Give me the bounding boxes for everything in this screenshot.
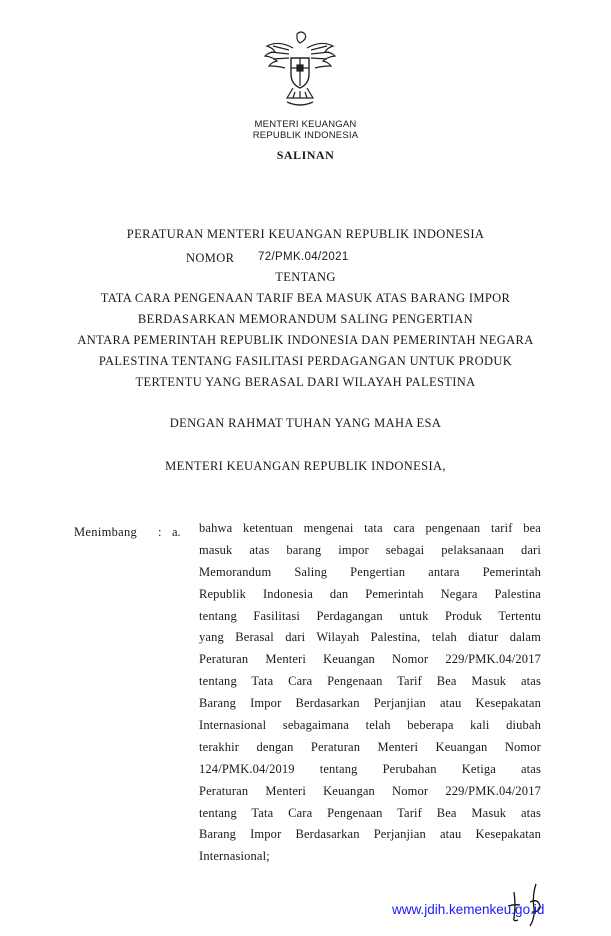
considering-paragraph (199, 518, 541, 868)
issuer: MENTERI KEUANGAN REPUBLIK INDONESIA, (165, 459, 446, 473)
paragraph-line: yang Berasal dari Wilayah Palestina, telah diatur dalam (199, 630, 541, 645)
paragraph-line: Barang Impor Berdasarkan Perjanjian atau Kesepakatan (199, 827, 541, 842)
paragraph-line: bahwa ketentuan mengenai tata cara pengenaan tarif bea (199, 521, 541, 535)
considering-colon: : (158, 525, 162, 539)
considering-label: Menimbang (74, 525, 138, 539)
ministry-title-line1: MENTERI KEUANGAN (254, 119, 357, 130)
paragraph-line: Republik Indonesia dan Pemerintah Negara Palestina (199, 586, 541, 601)
paragraph-line: tentang Fasilitasi Perdagangan untuk Produk Tertentu (199, 608, 541, 623)
about-label: TENTANG (275, 270, 336, 284)
number-value: 72/PMK.04/2021 (258, 251, 349, 263)
paragraph-line: Memorandum Saling Pengertian antara Pemerintah (199, 564, 541, 579)
subject-line: PALESTINA TENTANG FASILITASI PERDAGANGAN UNTUK PRODUK (98, 354, 513, 368)
garuda-emblem-icon (259, 28, 341, 110)
paragraph-line: Internasional; (199, 849, 270, 864)
paragraph-line: Peraturan Menteri Keuangan Nomor 229/PMK.04/2017 (199, 652, 541, 667)
jdih-website-link[interactable]: www.jdih.kemenkeu.go.id (392, 902, 545, 917)
paragraph-line: terakhir dengan Peraturan Menteri Keuangan Nomor (199, 739, 541, 754)
paragraph-line: masuk atas barang impor sebagai pelaksanaan dari (199, 542, 541, 557)
paragraph-line: Internasional sebagaimana telah beberapa kali diubah (199, 718, 541, 733)
subject-line: TERTENTU YANG BERASAL DARI WILAYAH PALESTINA (135, 375, 476, 389)
subject-line: BERDASARKAN MEMORANDUM SALING PENGERTIAN (137, 312, 474, 326)
invocation: DENGAN RAHMAT TUHAN YANG MAHA ESA (169, 416, 442, 430)
paragraph-line: Barang Impor Berdasarkan Perjanjian atau Kesepakatan (199, 696, 541, 711)
copy-label: SALINAN (276, 148, 335, 162)
paragraph-line: tentang Tata Cara Pengenaan Tarif Bea Masuk atas (199, 805, 541, 820)
paragraph-line: Peraturan Menteri Keuangan Nomor 229/PMK.04/2017 (199, 783, 541, 798)
item-letter: a. (172, 525, 181, 539)
ministry-title-line2: REPUBLIK INDONESIA (252, 130, 359, 141)
number-label: NOMOR (186, 251, 235, 265)
regulation-title: PERATURAN MENTERI KEUANGAN REPUBLIK INDONESIA (126, 227, 485, 241)
subject-line: TATA CARA PENGENAAN TARIF BEA MASUK ATAS BARANG IMPOR (100, 291, 511, 305)
paragraph-line: 124/PMK.04/2019 tentang Perubahan Ketiga atas (199, 761, 541, 776)
subject-line: ANTARA PEMERINTAH REPUBLIK INDONESIA DAN PEMERINTAH NEGARA (77, 333, 534, 347)
paragraph-line: tentang Tata Cara Pengenaan Tarif Bea Masuk atas (199, 674, 541, 689)
